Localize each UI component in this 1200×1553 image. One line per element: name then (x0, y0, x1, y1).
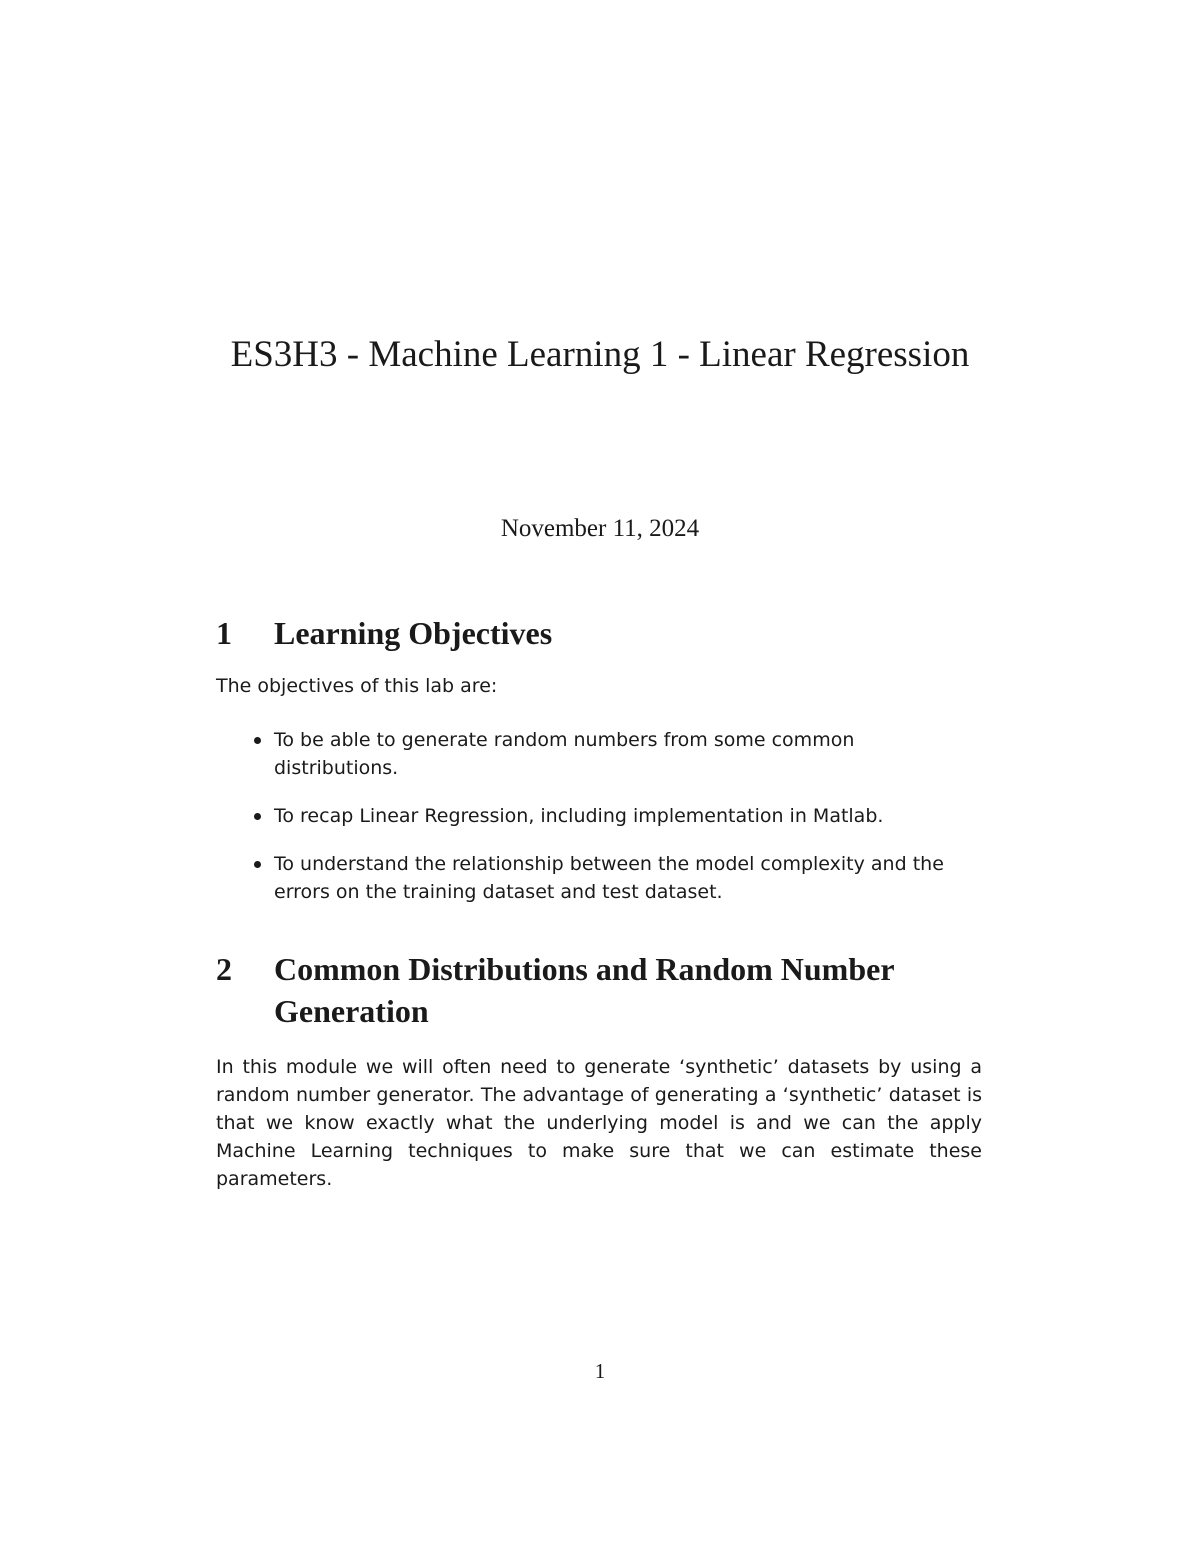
bullet-icon (254, 737, 261, 744)
bullet-icon (254, 813, 261, 820)
section-1-heading (216, 612, 986, 654)
list-item-text: To understand the relationship between the model complexity and the errors on the training dataset and test dataset. (274, 853, 944, 903)
section-2-title: Common Distributions and Random Number Generation (274, 951, 894, 1029)
section-1-intro: The objectives of this lab are: (216, 675, 498, 697)
section-2-heading (216, 948, 986, 1032)
list-item (216, 726, 982, 782)
objectives-list (216, 726, 982, 926)
document-title: ES3H3 - Machine Learning 1 - Linear Regression (230, 334, 970, 375)
list-item-text: To be able to generate random numbers from some common distributions. (274, 729, 855, 779)
list-item-text: To recap Linear Regression, including implementation in Matlab. (274, 805, 884, 827)
section-2-number: 2 (216, 951, 232, 987)
list-item (216, 802, 982, 830)
page-number: 1 (594, 1359, 606, 1383)
section-2-paragraph: In this module we will often need to generate ‘synthetic’ datasets by using a random number generator. The advantage of generating a ‘synthetic’ dataset is that we know exactly what the underlying model is and we can the apply Machine Learning techniques to make sure that we can estimate these parameters. (216, 1056, 982, 1190)
document-date: November 11, 2024 (500, 515, 700, 542)
section-1-number: 1 (216, 615, 232, 651)
section-1-title: Learning Objectives (274, 615, 553, 651)
list-item (216, 850, 982, 906)
bullet-icon (254, 861, 261, 868)
